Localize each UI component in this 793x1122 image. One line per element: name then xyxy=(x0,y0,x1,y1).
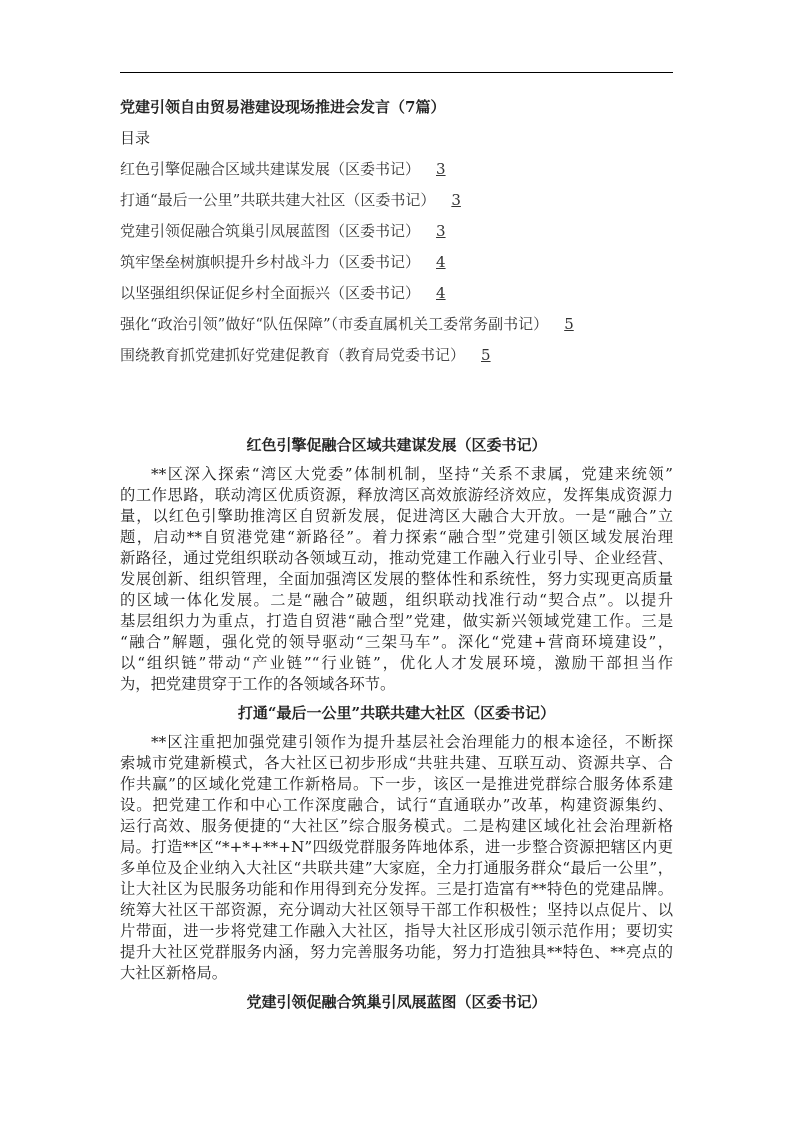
section-heading: 党建引领促融合筑巢引凤展蓝图（区委书记） xyxy=(246,993,547,1011)
toc-item-label: 围绕教育抓党建抓好党建促教育（教育局党委书记） xyxy=(120,346,466,364)
toc-heading: 目录 xyxy=(120,129,151,147)
paragraph-line: “融合”解题，强化党的领导驱动“三架马车”。深化“党建+营商环境建设”， xyxy=(120,633,673,651)
toc-item[interactable] xyxy=(120,313,680,344)
paragraph-line: 提升大社区党群服务内涵，努力完善服务功能，努力打造独具**特色、**亮点的 xyxy=(120,943,673,961)
paragraph-line: 题，启动**自贸港党建“新路径”。着力探索“融合型”党建引领区域发展治理 xyxy=(120,528,673,546)
paragraph-line: 大社区新格局。 xyxy=(120,964,228,982)
paragraph-line: 新路径，通过党组织联动各领域互动，推动党建工作融入行业引导、企业经营、 xyxy=(120,549,673,567)
paragraph-line: **区注重把加强党建引领作为提升基层社会治理能力的根本途径，不断探 xyxy=(151,733,673,751)
paragraph-line: 统筹大社区干部资源，充分调动大社区领导干部工作积极性；坚持以点促片、以 xyxy=(120,901,673,919)
paragraph-line: 的区域一体化发展。二是“融合”破题，组织联动找准行动“契合点”。以提升 xyxy=(120,591,673,609)
toc-item-label: 党建引领促融合筑巢引凤展蓝图（区委书记） xyxy=(120,222,421,240)
toc-page-link[interactable]: 4 xyxy=(436,284,446,302)
toc-page-link[interactable]: 3 xyxy=(451,191,461,209)
paragraph-line: 索城市党建新模式，各大社区已初步形成“共驻共建、互联互动、资源共享、合 xyxy=(120,754,673,772)
paragraph-line: 为，把党建贯穿于工作的各领域各环节。 xyxy=(120,675,396,693)
section-heading: 打通“最后一公里”共联共建大社区（区委书记） xyxy=(237,704,556,722)
paragraph-line: **区深入探索“湾区大党委”体制机制，坚持“关系不隶属，党建来统领” xyxy=(151,465,673,483)
header-rule xyxy=(120,72,673,73)
paragraph-line: 基层组织力为重点，打造自贸港“融合型”党建，做实新兴领域党建工作。三是 xyxy=(120,612,673,630)
toc-item-label: 打通“最后一公里”共联共建大社区（区委书记） xyxy=(120,191,436,209)
toc-item[interactable] xyxy=(120,282,680,313)
paragraph-line: 让大社区为民服务功能和作用得到充分发挥。三是打造富有**特色的党建品牌。 xyxy=(120,880,673,898)
paragraph-line: 运行高效、服务便捷的“大社区”综合服务模式。二是构建区域化社会治理新格 xyxy=(120,817,673,835)
toc-item-label: 红色引擎促融合区域共建谋发展（区委书记） xyxy=(120,160,421,178)
toc-page-link[interactable]: 5 xyxy=(564,315,574,333)
document-title: 党建引领自由贸易港建设现场推进会发言（7篇） xyxy=(120,98,446,116)
toc-page-link[interactable]: 3 xyxy=(436,222,446,240)
toc-item[interactable] xyxy=(120,158,680,189)
toc-page-link[interactable]: 3 xyxy=(436,160,446,178)
paragraph-line: 量，以红色引擎助推湾区自贸新发展，促进湾区大融合大开放。一是“融合”立 xyxy=(120,507,673,525)
toc-item-label: 以坚强组织保证促乡村全面振兴（区委书记） xyxy=(120,284,421,302)
toc-item-label: 强化“政治引领”做好“队伍保障”（市委直属机关工委常务副书记） xyxy=(120,315,549,333)
section-paragraph xyxy=(120,732,673,984)
toc-item[interactable] xyxy=(120,220,680,251)
table-of-contents xyxy=(120,158,680,375)
toc-item-label: 筑牢堡垒树旗帜提升乡村战斗力（区委书记） xyxy=(120,253,421,271)
paragraph-line: 的工作思路，联动湾区优质资源，释放湾区高效旅游经济效应，发挥集成资源力 xyxy=(120,486,673,504)
paragraph-line: 多单位及企业纳入大社区“共联共建”大家庭，全力打通服务群众“最后一公里”， xyxy=(120,859,673,877)
document-body xyxy=(120,434,673,1021)
toc-item[interactable] xyxy=(120,344,680,375)
paragraph-line: 以“组织链”带动“产业链”“行业链”，优化人才发展环境，激励干部担当作 xyxy=(120,654,673,672)
section-paragraph xyxy=(120,464,673,695)
toc-page-link[interactable]: 4 xyxy=(436,253,446,271)
toc-page-link[interactable]: 5 xyxy=(481,346,491,364)
toc-item[interactable] xyxy=(120,251,680,282)
toc-item[interactable] xyxy=(120,189,680,220)
paragraph-line: 设。把党建工作和中心工作深度融合，试行“直通联办”改革，构建资源集约、 xyxy=(120,796,673,814)
section-heading: 红色引擎促融合区域共建谋发展（区委书记） xyxy=(246,436,547,454)
paragraph-line: 局。打造**区“*+*+**+N”四级党群服务阵地体系，进一步整合资源把辖区内更 xyxy=(120,838,673,856)
paragraph-line: 发展创新、组织管理，全面加强湾区发展的整体性和系统性，努力实现更高质量 xyxy=(120,570,673,588)
paragraph-line: 作共赢”的区域化党建工作新格局。下一步，该区一是推进党群综合服务体系建 xyxy=(120,775,673,793)
paragraph-line: 片带面，进一步将党建工作融入大社区，指导大社区形成引领示范作用；要切实 xyxy=(120,922,673,940)
